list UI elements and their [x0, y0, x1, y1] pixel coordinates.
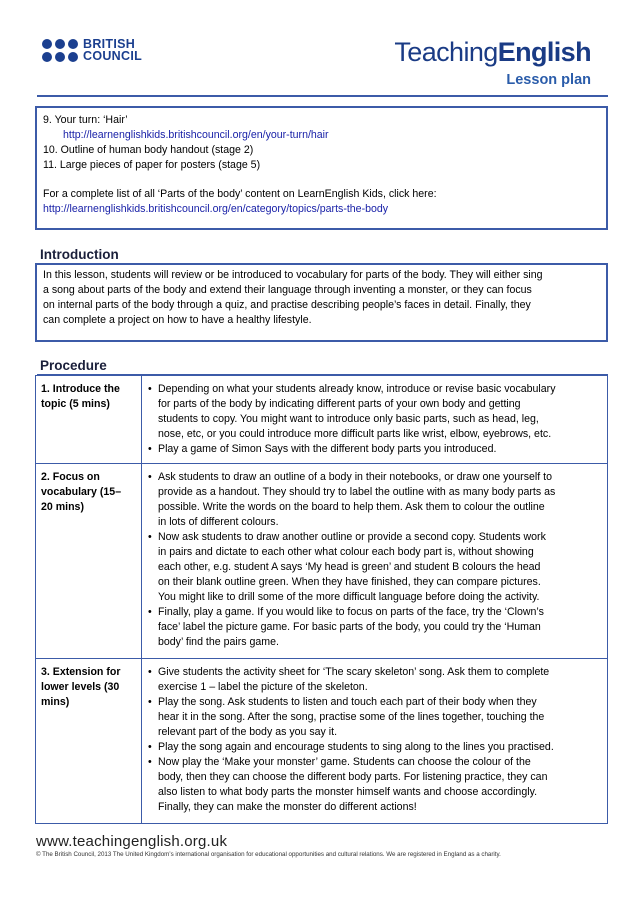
- bullet-line: Play the song again and encourage students to sing along to the lines you practised.: [158, 741, 554, 753]
- bullet-line: Depending on what your students already know, introduce or revise basic vocabulary: [158, 383, 556, 395]
- logo-line-2: COUNCIL: [83, 49, 143, 63]
- brand-regular: Teaching: [394, 37, 498, 67]
- bullet-item: [148, 530, 601, 605]
- bullet-line: Finally, play a game. If you would like to focus on parts of the face, try the ‘Clown’s: [158, 606, 544, 618]
- introduction-line: on internal parts of the body through a quiz, and practise describing people’s faces in detail. Finally, they: [43, 299, 531, 311]
- bullet-icon: •: [148, 531, 152, 543]
- stage-description: [142, 464, 608, 659]
- introduction-box: [35, 263, 608, 342]
- stage-description: [142, 376, 608, 464]
- introduction-heading: Introduction: [40, 247, 119, 262]
- stage-label-line: mins): [41, 696, 70, 708]
- logo-wordmark: [83, 38, 142, 62]
- stage-cell: [36, 464, 142, 659]
- bullet-line: in pairs and dictate to each other what colour each body part is, without showing: [158, 546, 534, 558]
- bullet-item: [148, 442, 601, 457]
- bullet-line: exercise 1 – label the picture of the skeleton.: [158, 681, 368, 693]
- bullet-line: body’ find the pairs game.: [158, 636, 279, 648]
- bullet-line: on their blank outline green. When they have finished, they can compare pictures.: [158, 576, 541, 588]
- bullet-line: students to copy. You might want to introduce only basic parts, such as head, leg,: [158, 413, 539, 425]
- bullet-line: relevant part of the body as you say it.: [158, 726, 338, 738]
- stage-label-line: 1. Introduce the: [41, 383, 120, 395]
- bullet-item: [148, 755, 601, 815]
- bullet-line: face’ label the picture game. For basic parts of the body, you could try the ‘Human: [158, 621, 541, 633]
- material-item-9: 9. Your turn: ‘Hair’: [43, 114, 128, 126]
- stage-description: [142, 659, 608, 824]
- bullet-line: for parts of the body by indicating different parts of your own body and getting: [158, 398, 521, 410]
- bullet-icon: •: [148, 756, 152, 768]
- bullet-line: possible. Write the words on the board to help them. Ask them to colour the outline: [158, 501, 545, 513]
- stage-label-line: 20 mins): [41, 501, 84, 513]
- bullet-line: You might like to drill some of the more difficult language before doing the activity.: [158, 591, 540, 603]
- logo-dots-icon: [42, 39, 78, 62]
- bullet-icon: •: [148, 606, 152, 618]
- complete-list-text: For a complete list of all ‘Parts of the body’ content on LearnEnglish Kids, click here:: [43, 188, 437, 200]
- bullet-icon: •: [148, 471, 152, 483]
- bullet-item: [148, 382, 601, 442]
- bullet-item: [148, 470, 601, 530]
- stage-label-line: lower levels (30: [41, 681, 120, 693]
- bullet-line: Now play the ‘Make your monster’ game. Students can choose the colour of the: [158, 756, 531, 768]
- bullet-line: Play the song. Ask students to listen and touch each part of their body when they: [158, 696, 537, 708]
- bullet-line: provide as a handout. They should try to label the outline with as many body parts as: [158, 486, 556, 498]
- material-item-10: 10. Outline of human body handout (stage 2): [43, 144, 254, 156]
- bullet-icon: •: [148, 666, 152, 678]
- bullet-line: Give students the activity sheet for ‘The scary skeleton’ song. Ask them to complete: [158, 666, 550, 678]
- teachingenglish-brand: [394, 37, 591, 68]
- bullet-item: [148, 695, 601, 740]
- footer-url[interactable]: www.teachingenglish.org.uk: [36, 833, 228, 850]
- procedure-row: [36, 659, 608, 824]
- bullet-item: [148, 740, 601, 755]
- bullet-line: hear it in the song. After the song, practise some of the lines together, touching the: [158, 711, 545, 723]
- procedure-row: [36, 376, 608, 464]
- brand-bold: English: [497, 37, 591, 67]
- bullet-icon: •: [148, 443, 152, 455]
- introduction-line: In this lesson, students will review or be introduced to vocabulary for parts of the body. They will either sing: [43, 269, 543, 281]
- logo-line-1: BRITISH: [83, 37, 136, 51]
- bullet-line: each other, e.g. student A says ‘My head is green’ and student B colours the head: [158, 561, 541, 573]
- bullet-icon: •: [148, 741, 152, 753]
- bullet-line: also listen to what body parts the monster himself wants and choose accordingly.: [158, 786, 538, 798]
- bullet-line: Finally, they can make the monster do different actions!: [158, 801, 417, 813]
- introduction-line: can complete a project on how to have a healthy lifestyle.: [43, 314, 312, 326]
- complete-list-link[interactable]: http://learnenglishkids.britishcouncil.org/en/category/topics/parts-the-body: [43, 203, 389, 215]
- bullet-item: [148, 665, 601, 695]
- british-council-logo: [42, 38, 142, 62]
- stage-label-line: 3. Extension for: [41, 666, 121, 678]
- bullet-line: body, then they can choose the different body parts. For listening practice, they can: [158, 771, 548, 783]
- procedure-row: [36, 464, 608, 659]
- bullet-line: Now ask students to draw another outline or provide a second copy. Students work: [158, 531, 546, 543]
- bullet-line: Play a game of Simon Says with the different body parts you introduced.: [158, 443, 497, 455]
- procedure-heading: Procedure: [40, 358, 107, 373]
- bullet-item: [148, 605, 601, 650]
- bullet-line: Ask students to draw an outline of a body in their notebooks, or draw one yourself to: [158, 471, 552, 483]
- bullet-icon: •: [148, 383, 152, 395]
- stage-label-line: vocabulary (15–: [41, 486, 122, 498]
- introduction-line: a song about parts of the body and extend their language through inventing a monster, or they can focus: [43, 284, 532, 296]
- procedure-table: [35, 375, 608, 824]
- stage-label-line: topic (5 mins): [41, 398, 110, 410]
- bullet-line: in lots of different colours.: [158, 516, 279, 528]
- footer-copyright: © The British Council, 2013 The United Kingdom’s international organisation for educational opportunities and cultural relations. We are registered in England as a charity.: [36, 851, 501, 858]
- header-divider: [37, 95, 608, 97]
- materials-box: [35, 106, 608, 230]
- bullet-line: nose, etc, or you could introduce more difficult parts like wrist, elbow, eyebrows, etc.: [158, 428, 552, 440]
- material-item-11: 11. Large pieces of paper for posters (stage 5): [43, 159, 261, 171]
- bullet-icon: •: [148, 696, 152, 708]
- stage-label-line: 2. Focus on: [41, 471, 100, 483]
- stage-cell: [36, 659, 142, 824]
- material-item-9-link[interactable]: http://learnenglishkids.britishcouncil.org/en/your-turn/hair: [63, 129, 329, 141]
- stage-cell: [36, 376, 142, 464]
- lesson-plan-label: Lesson plan: [506, 72, 591, 88]
